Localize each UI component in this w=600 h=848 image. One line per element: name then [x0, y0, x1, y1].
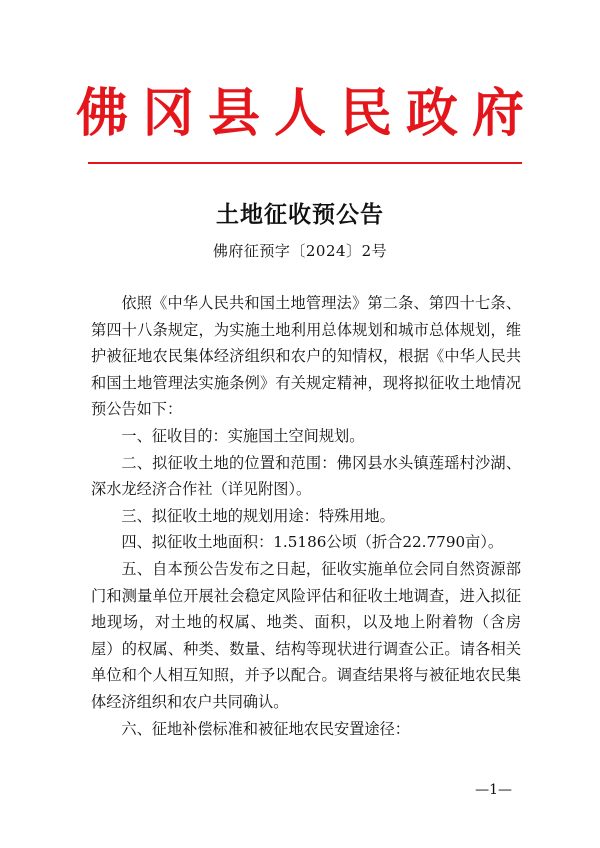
paragraph-item-6: 六、征地补偿标准和被征地农民安置途径： — [121, 719, 410, 738]
paragraph-item-1: 一、征收目的：实施国土空间规划。 — [121, 426, 365, 445]
document-title: 土地征收预公告 — [216, 201, 384, 228]
document-body — [91, 290, 521, 742]
document-number: 佛府征预字〔2024〕2号 — [212, 242, 388, 260]
paragraph-item-5: 五、自本预公告发布之日起，征收实施单位会同自然资源部门和测量单位开展社会稳定风险评估和征收土地调查，进入拟征地现场，对土地的权属、地类、面积，以及地上附着物（含房屋）的权属、种类、数量、结构等现状进行调查公正。请各相关单位和个人相互知照，并予以配合。调查结果将与被征地农民集体经济组织和农户共同确认。 — [91, 559, 521, 711]
paragraph-item-4: 四、拟征收土地面积：1.5186公顷（折合22.7790亩）。 — [121, 533, 504, 552]
red-divider-line — [88, 162, 522, 164]
issuer-header: 佛冈县人民政府 — [75, 83, 538, 144]
page-number: —1— — [475, 782, 512, 798]
paragraph-intro: 依照《中华人民共和国土地管理法》第二条、第四十七条、第四十八条规定，为实施土地利用总体规划和城市总体规划，维护被征地农民集体经济组织和农户的知情权，根据《中华人民共和国土地管理法实施条例》有关规定精神，现将拟征收土地情况预公告如下： — [91, 294, 521, 419]
paragraph-item-2: 二、拟征收土地的位置和范围：佛冈县水头镇莲瑶村沙湖、深水龙经济合作社（详见附图）。 — [91, 453, 521, 499]
paragraph-item-3: 三、拟征收土地的规划用途：特殊用地。 — [121, 506, 395, 525]
